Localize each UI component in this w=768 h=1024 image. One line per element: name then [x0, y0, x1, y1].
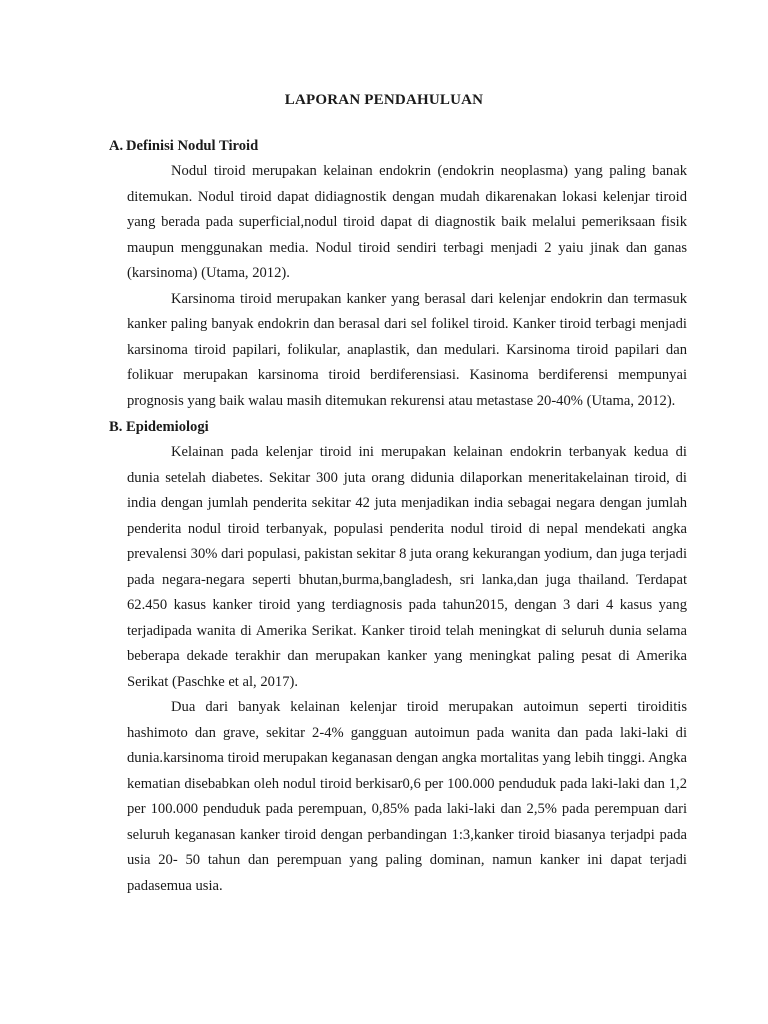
section-heading-text: Epidemiologi: [126, 419, 209, 435]
paragraph: Kelainan pada kelenjar tiroid ini merupakan kelainan endokrin terbanyak kedua di dunia setelah diabetes. Sekitar 300 juta orang didunia dilaporkan meneritakelainan tiroid, di india dengan jumlah penderita sekitar 42 juta menjadikan india sebagai negara dengan jumlah penderita nodul tiroid terbanyak, populasi penderita nodul tiroid di nepal mendekati angka prevalensi 30% dari populasi, pakistan sekitar 8 juta orang kekurangan yodium, dan juga terjadi pada negara-negara seperti bhutan,burma,bangladesh, sri lanka,dan juga thailand. Terdapat 62.450 kasus kanker tiroid yang terdiagnosis pada tahun2015, dengan 3 dari 4 kasus yang terjadipada wanita di Amerika Serikat. Kanker tiroid telah meningkat di seluruh dunia selama beberapa dekade terakhir dan merupakan kanker yang meningkat paling pesat di Amerika Serikat (Paschke et al, 2017).: [127, 444, 687, 690]
paragraph: Karsinoma tiroid merupakan kanker yang berasal dari kelenjar endokrin dan termasuk kanker paling banyak endokrin dan berasal dari sel folikel tiroid. Kanker tiroid terbagi menjadi karsinoma tiroid papilari, folikular, anaplastik, dan medulari. Karsinoma tiroid papilari dan folikuar merupakan karsinoma tiroid berdiferensiasi. Kasinoma berdiferensi mempunyai prognosis yang baik walau masih ditemukan rekurensi atau metastase 20-40% (Utama, 2012).: [127, 290, 687, 409]
page-title: LAPORAN PENDAHULUAN: [284, 92, 484, 108]
section-number: A.: [109, 138, 124, 154]
section-heading: [109, 416, 687, 438]
paragraph: Nodul tiroid merupakan kelainan endokrin (endokrin neoplasma) yang paling banak ditemukan. Nodul tiroid dapat didiagnostik dengan mudah dikarenakan lokasi kelenjar tiroid yang berada pada superficial,nodul tiroid dapat di diagnostik baik melalui pemeriksaan fisik maupun menggunakan media. Nodul tiroid sendiri terbagi menjadi 2 yaiu jinak dan ganas (karsinoma) (Utama, 2012).: [127, 163, 687, 281]
section-epidemiologi: [109, 416, 687, 899]
section-heading-text: Definisi Nodul Tiroid: [126, 138, 259, 154]
paragraph: Dua dari banyak kelainan kelenjar tiroid merupakan autoimun seperti tiroiditis hashimoto dan grave, sekitar 2-4% gangguan autoimun pada wanita dan pada laki-laki di dunia.karsinoma tiroid merupakan keganasan dengan angka mortalitas yang lebih tinggi. Angka kematian disebabkan oleh nodul tiroid berkisar0,6 per 100.000 penduduk pada laki-laki dan 1,2 per 100.000 penduduk pada perempuan, 0,85% pada laki-laki dan 2,5% pada perempuan dari seluruh keganasan kanker tiroid dengan perbandingan 1:3,kanker tiroid biasanya terjadpi pada usia 20- 50 tahun dan perempuan yang paling dominan, namun kanker ini dapat terjadi padasemua usia.: [127, 699, 687, 894]
section-number: B.: [109, 419, 123, 435]
section-definisi-nodul-tiroid: [109, 135, 687, 414]
document-body: [109, 135, 687, 899]
section-heading: [109, 135, 687, 157]
